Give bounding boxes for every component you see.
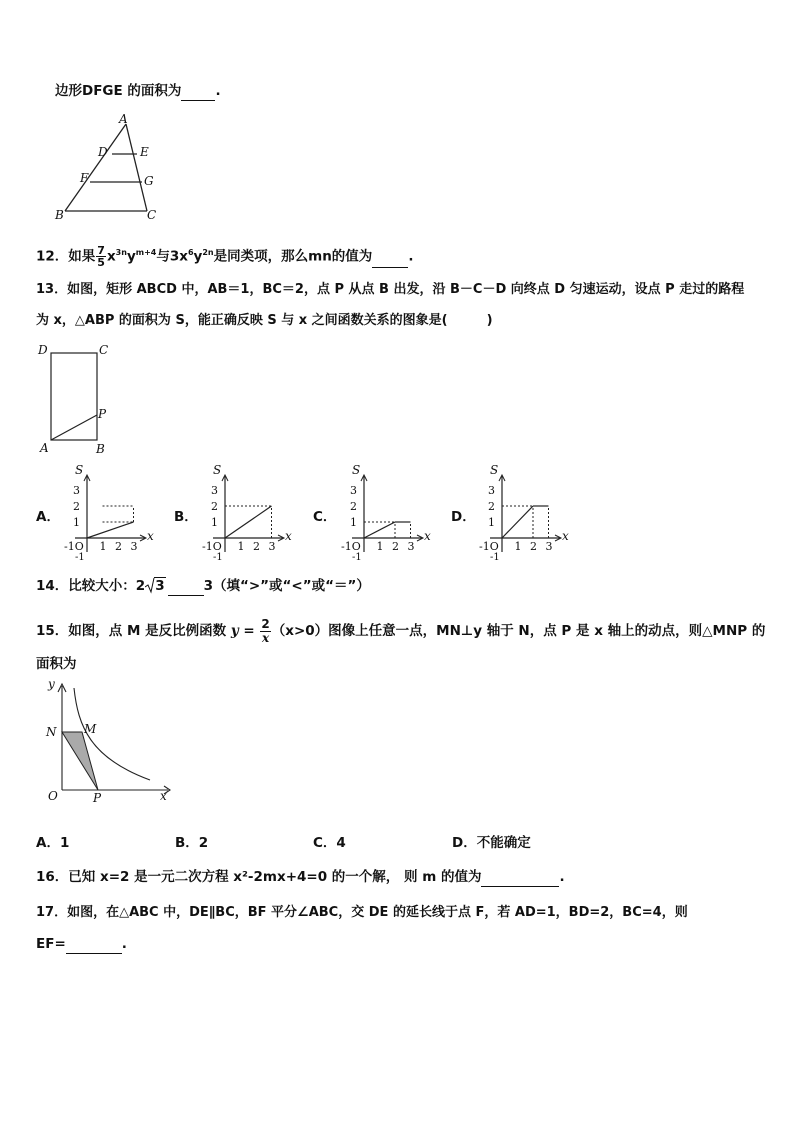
side-ac [126,124,147,211]
y-tick-minus-1: -1 [75,552,85,562]
q13-option-b[interactable]: B． [174,509,198,525]
x-tick-3: 3 [545,540,553,553]
label-x: x [160,789,167,803]
y-tick-3: 3 [211,484,218,497]
y-axis-label: S [75,463,84,477]
q13-option-d[interactable]: D． [451,509,476,525]
y-tick-2: 2 [73,500,80,513]
x-tick-3: 3 [268,540,276,553]
label-b: B [96,442,105,456]
y-tick-2: 2 [350,500,357,513]
q13-graph-d [477,462,577,562]
q13-line2: 为 x，△ABP 的面积为 S，能正确反映 S 与 x 之间函数关系的图象是( ) [36,313,493,328]
q15-text: 15．如图，点 M 是反比例函数 y = $\frac{2}{x}$ （x>0）图像上任意一点，MN⊥y 轴于 N，点 P 是 x 轴上的动点，则△MNP 的 [36,616,766,645]
q11-text: 边形DFGE 的面积为 . [55,83,221,99]
q15-option-a[interactable]: A．1 [36,835,70,851]
y-tick-minus-1: -1 [213,552,223,562]
x-tick-3: 3 [407,540,415,553]
sqrt-symbol: 3 [145,576,165,596]
figure-q15 [40,678,180,808]
x-tick-2: 2 [392,540,399,553]
graph-line [364,522,395,538]
q17-line1: 17．如图，在△ABC 中，DE∥BC，BF 平分∠ABC，交 DE 的延长线于点 F，若 AD=1，BD=2，BC=4，则 [36,905,688,920]
label-y: y [48,678,55,691]
figure-q13 [34,340,124,458]
x-axis-label: x [147,529,154,543]
answer-blank[interactable] [481,872,559,887]
x-tick-1: 1 [99,540,107,553]
y-tick-minus-1: -1 [490,552,500,562]
y-tick-2: 2 [488,500,495,513]
origin-label: -1O [64,540,84,553]
x-axis-label: x [424,529,431,543]
x-axis-label: x [562,529,569,543]
label-a: A [119,112,128,126]
answer-blank[interactable] [372,253,408,268]
x-tick-2: 2 [530,540,537,553]
y-tick-minus-1: -1 [352,552,362,562]
y-tick-1: 1 [73,516,80,529]
answer-blank[interactable] [168,581,204,596]
graph-line [87,522,134,538]
origin-label: -1O [341,540,361,553]
q15-option-d[interactable]: D．不能确定 [452,835,531,851]
x-tick-1: 1 [376,540,384,553]
graph-line [502,506,533,538]
fraction: $\frac{2}{x}$ [261,616,270,645]
label-d: D [38,343,48,357]
label-g: G [144,174,154,188]
q13-option-a[interactable]: A． [36,509,60,525]
answer-blank[interactable] [66,939,122,954]
figure-q11 [50,112,170,224]
q17-line2: EF= . [36,936,127,952]
q16-text: 16．已知 x=2 是一元二次方程 x²-2mx+4=0 的一个解， 则 m 的值为 . [36,869,565,885]
label-o: O [48,789,58,803]
y-axis-label: S [213,463,222,477]
q15-option-b[interactable]: B．2 [175,835,209,851]
x-tick-1: 1 [237,540,245,553]
y-tick-1: 1 [211,516,218,529]
x-tick-2: 2 [115,540,122,553]
origin-label: -1O [202,540,222,553]
q12-text: 12．如果 $\frac{7}{5}$ $x^{3n}y^{m+4}$与$3x^6y^{2n}$是同类项，那么mn的值为 . [36,244,414,269]
q13-graph-c [339,462,439,562]
x-tick-2: 2 [253,540,260,553]
y-axis-label: S [352,463,361,477]
q14-text: 14．比较大小：2 3 3（填“>”或“<”或“＝”） [36,578,370,594]
label-p: P [93,791,102,805]
label-c: C [147,208,157,222]
x-tick-1: 1 [514,540,522,553]
label-e: E [140,145,149,159]
y-axis-label: S [490,463,499,477]
q13-option-c[interactable]: C． [313,509,337,525]
y-tick-3: 3 [350,484,357,497]
x-axis-label: x [285,529,292,543]
q13-line1: 13．如图，矩形 ABCD 中，AB＝1，BC＝2，点 P 从点 B 出发，沿 B－C－D 向终点 D 匀速运动，设点 P 走过的路程 [36,282,745,297]
x-tick-3: 3 [130,540,138,553]
label-d: D [98,145,108,159]
q15-option-c[interactable]: C．4 [313,835,346,851]
y-tick-3: 3 [73,484,80,497]
label-p: P [98,407,107,421]
y-tick-1: 1 [488,516,495,529]
y-tick-1: 1 [350,516,357,529]
label-f: F [80,171,89,185]
y-tick-3: 3 [488,484,495,497]
label-n: N [46,725,57,739]
y-tick-2: 2 [211,500,218,513]
triangle-mnp [62,732,98,790]
label-a: A [40,441,49,455]
answer-blank[interactable] [181,86,215,101]
label-c: C [99,343,109,357]
origin-label: -1O [479,540,499,553]
q13-graph-b [200,462,300,562]
fraction: $\frac{7}{5}$ [97,244,105,269]
graph-line [225,506,272,538]
label-m: M [84,722,97,736]
q15-line2: 面积为 [36,656,77,672]
side-ab [65,124,126,211]
segment-ap [51,415,97,440]
q13-graph-a [62,462,162,562]
label-b: B [55,208,64,222]
